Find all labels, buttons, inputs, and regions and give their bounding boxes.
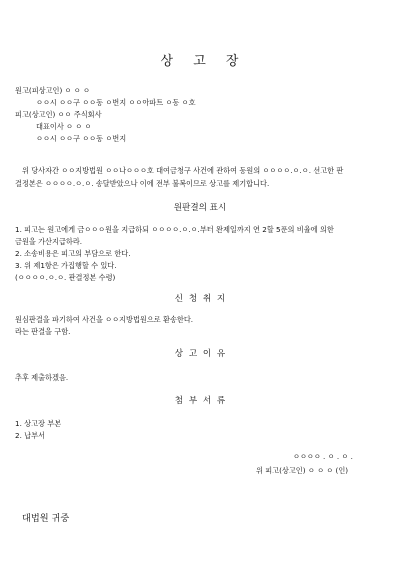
attachment-item: 2. 납부서 (15, 431, 45, 440)
attachments-heading: 첨 부 서 류 (174, 396, 226, 406)
judgment-item-3: 3. 위 제1항은 가집행할 수 있다. (15, 261, 117, 270)
defendant-address: ㅇㅇ시 ㅇㅇ구 ㅇㅇ동 ㅇ번지 (36, 134, 127, 143)
judgment-item-2: 2. 소송비용은 피고의 부담으로 한다. (15, 249, 131, 258)
defendant-label: 피고(상고인) ㅇㅇ 주식회사 (15, 110, 102, 119)
attachment-item: 1. 상고장 부본 (15, 419, 62, 428)
intro-line-1: 위 당사자간 ㅇㅇ지방법원 ㅇㅇ나ㅇㅇㅇ호 대여금청구 사건에 관하여 동원의 ㅇㅇㅇㅇ.ㅇ.ㅇ. 선고한 판 (22, 166, 344, 175)
judgment-item-1-line-2: 금원을 가산지급하라. (15, 237, 83, 246)
addressee: 대법원 귀중 (22, 513, 70, 524)
document-title: 상 고 장 (160, 54, 240, 69)
reason-heading: 상 고 이 유 (174, 349, 226, 359)
reason-text: 추후 제출하겠음. (15, 373, 69, 382)
claim-heading: 신 청 취 지 (174, 294, 226, 304)
signature-date: ㅇㅇㅇㅇ . ㅇ . ㅇ . (293, 452, 353, 461)
judgment-item-1-line-1: 1. 피고는 원고에게 금ㅇㅇㅇ원을 지급하되 ㅇㅇㅇㅇ.ㅇ.ㅇ.부터 완제일까지 연 2할 5푼의 비율에 의한 (15, 225, 334, 234)
plaintiff-label: 원고(피상고인) ㅇ ㅇ ㅇ (15, 86, 90, 95)
claim-line-1: 원심판결을 파기하여 사건을 ㅇㅇ지방법원으로 환송한다. (15, 315, 194, 324)
defendant-representative: 대표이사 ㅇ ㅇ ㅇ (36, 122, 92, 131)
judgment-receipt-note: (ㅇㅇㅇㅇ.ㅇ.ㅇ. 판결정본 수령) (15, 273, 116, 282)
plaintiff-address: ㅇㅇ시 ㅇㅇ구 ㅇㅇ동 ㅇ번지 ㅇㅇ아파트 ㅇ동 ㅇ호 (36, 98, 196, 107)
original-judgment-heading: 원판결의 표시 (173, 203, 227, 213)
claim-line-2: 라는 판결을 구함. (15, 327, 71, 336)
signature-signer: 위 피고(상고인) ㅇ ㅇ ㅇ (인) (256, 466, 349, 475)
intro-line-2: 결정본은 ㅇㅇㅇㅇ.ㅇ.ㅇ. 송달받았으나 이에 전부 불복이므로 상고를 제기합니다. (15, 179, 270, 188)
